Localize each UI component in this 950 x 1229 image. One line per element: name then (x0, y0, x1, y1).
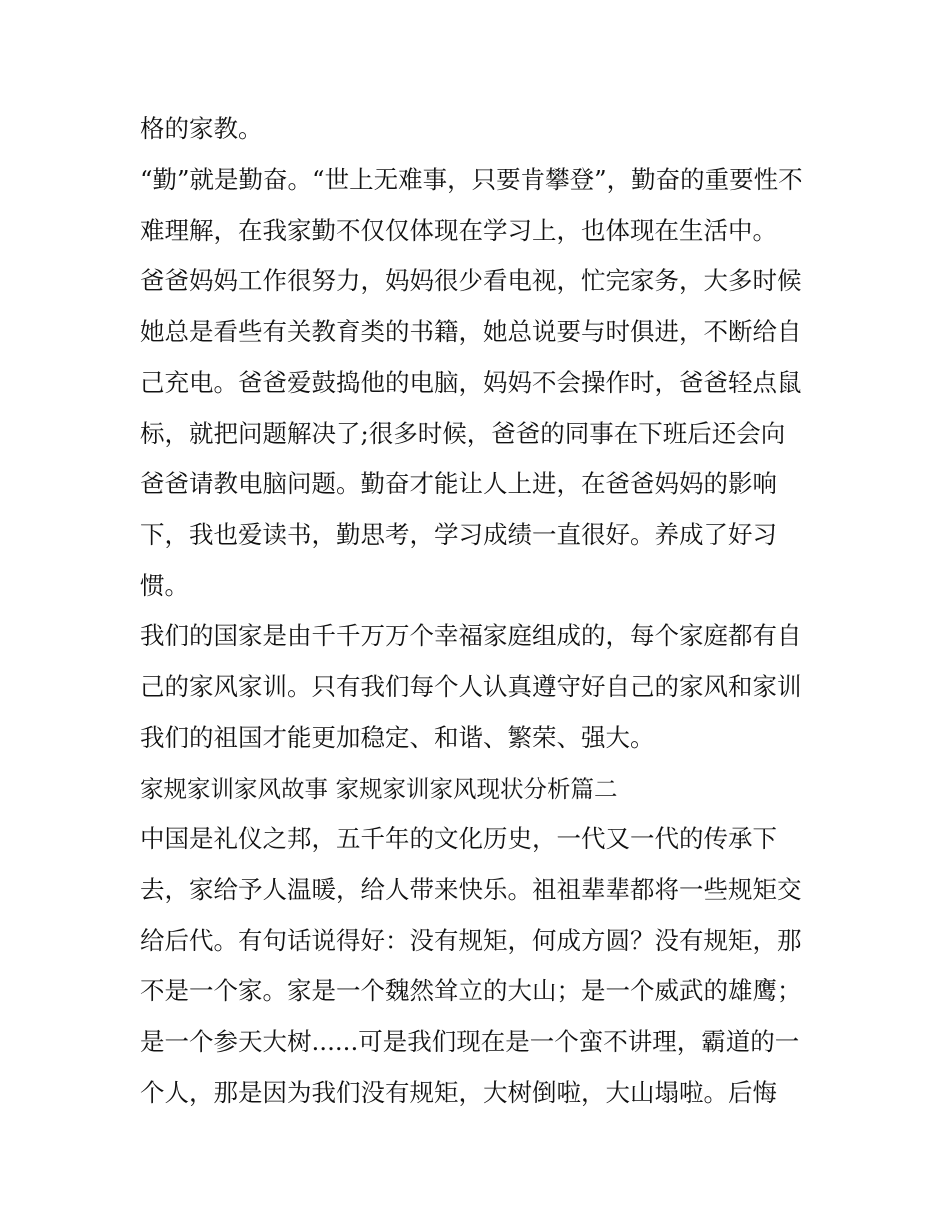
text-line: 我们的祖国才能更加稳定、和谐、繁荣、强大。 (140, 723, 655, 752)
text-line: 惯。 (140, 571, 189, 600)
text-line: 爸爸请教电脑问题。勤奋才能让人上进，在爸爸妈妈的影响 (140, 469, 777, 498)
text-line: 我们的国家是由千千万万个幸福家庭组成的，每个家庭都有自 (140, 621, 802, 650)
text-line: 己的家风家训。只有我们每个人认真遵守好自己的家风和家训 (140, 672, 802, 701)
text-line: 给后代。有句话说得好：没有规矩，何成方圆？没有规矩，那 (140, 926, 802, 955)
text-line: 是一个参天大树......可是我们现在是一个蛮不讲理，霸道的一 (140, 1027, 800, 1056)
text-line: 己充电。爸爸爱鼓捣他的电脑，妈妈不会操作时，爸爸轻点鼠 (140, 368, 802, 397)
text-line: 去，家给予人温暖，给人带来快乐。祖祖辈辈都将一些规矩交 (140, 875, 802, 904)
text-line: 个人，那是因为我们没有规矩，大树倒啦，大山塌啦。后悔 (140, 1078, 777, 1107)
section-heading: 家规家训家风故事 家规家训家风现状分析篇二 (140, 775, 618, 803)
text-line: 中国是礼仪之邦，五千年的文化历史，一代又一代的传承下 (140, 824, 777, 853)
text-line: 下，我也爱读书，勤思考，学习成绩一直很好。养成了好习 (140, 520, 777, 549)
text-line: 难理解，在我家勤不仅仅体现在学习上，也体现在生活中。 (140, 216, 777, 245)
text-line: 不是一个家。家是一个魏然耸立的大山；是一个威武的雄鹰； (140, 976, 802, 1005)
text-line: 她总是看些有关教育类的书籍，她总说要与时俱进，不断给自 (140, 317, 802, 346)
text-line: 标，就把问题解决了;很多时候，爸爸的同事在下班后还会向 (140, 419, 786, 448)
text-line: 爸爸妈妈工作很努力，妈妈很少看电视，忙完家务，大多时候 (140, 266, 802, 295)
text-line: 格的家教。 (140, 114, 263, 143)
text-line: “勤”就是勤奋。“世上无难事，只要肯攀登”，勤奋的重要性不 (140, 165, 803, 194)
